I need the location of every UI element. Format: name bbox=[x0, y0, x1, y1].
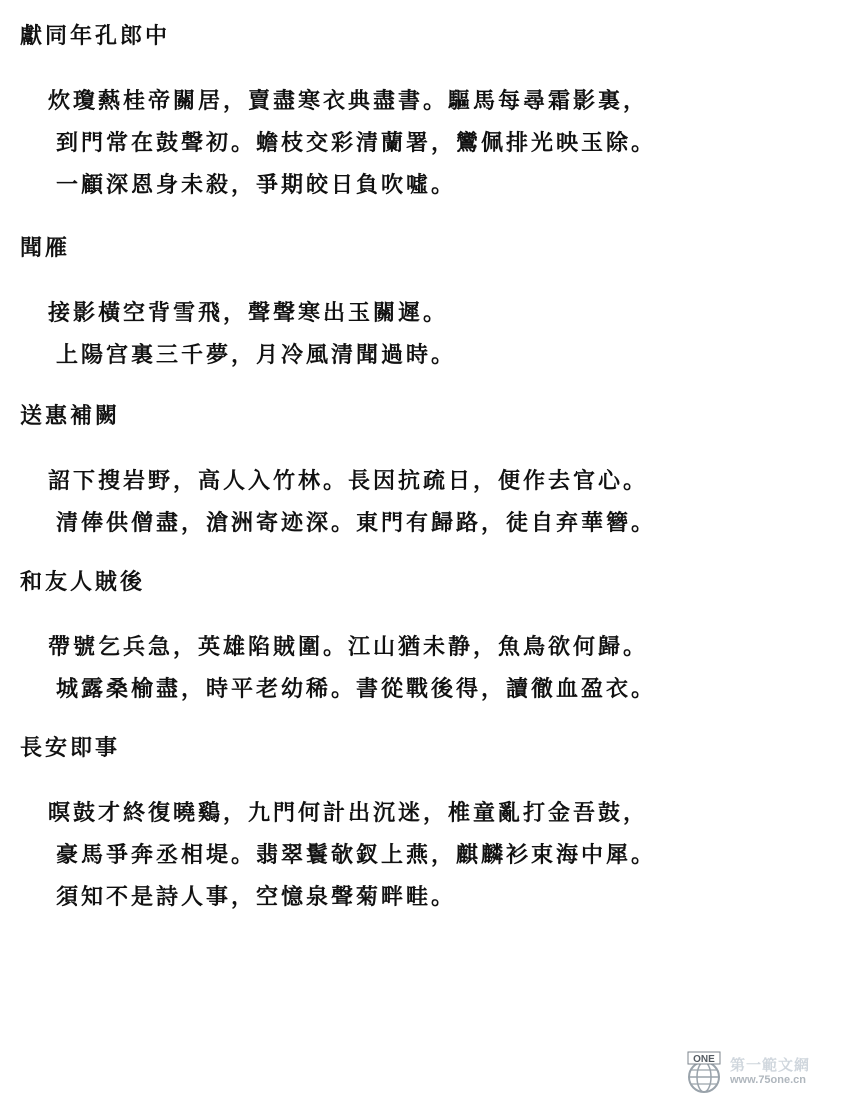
poem-body bbox=[20, 626, 656, 710]
poem-body bbox=[20, 80, 656, 206]
globe-logo-icon bbox=[682, 1050, 726, 1094]
poem-4 bbox=[20, 568, 656, 710]
poem-line: 詔下搜岩野，高人入竹林。長因抗疏日，便作去官心。 bbox=[48, 468, 649, 494]
poem-line: 接影橫空背雪飛，聲聲寒出玉關遲。 bbox=[48, 300, 449, 326]
poem-title: 長安即事 bbox=[20, 735, 121, 761]
poem-line: 城露桑榆盡，時平老幼稀。書從戰後得，讀徹血盈衣。 bbox=[56, 676, 657, 702]
logo-text: ONE bbox=[693, 1054, 715, 1065]
poem-1 bbox=[20, 22, 656, 206]
poem-3 bbox=[20, 402, 656, 544]
poem-line: 到門常在鼓聲初。蟾枝交彩清蘭署，鸞佩排光映玉除。 bbox=[56, 130, 657, 156]
poem-2 bbox=[20, 234, 456, 376]
poem-line: 炊瓊爇桂帝關居，賣盡寒衣典盡書。驅馬每尋霜影裏， bbox=[48, 88, 649, 114]
poem-5 bbox=[20, 734, 656, 918]
site-url: www.75one.cn bbox=[730, 1074, 807, 1086]
poem-title: 送惠補闕 bbox=[20, 403, 121, 429]
poem-body bbox=[20, 292, 456, 376]
poem-title: 聞雁 bbox=[20, 235, 71, 261]
poem-line: 上陽宫裏三千夢，月冷風清聞過時。 bbox=[56, 342, 457, 368]
poem-body bbox=[20, 460, 656, 544]
poem-body bbox=[20, 792, 656, 918]
poem-line: 須知不是詩人事，空憶泉聲菊畔畦。 bbox=[56, 884, 457, 910]
poem-line: 一顧深恩身未殺，爭期皎日負吹噓。 bbox=[56, 172, 457, 198]
brand-text: 第一範文網 bbox=[730, 1057, 811, 1074]
poem-line: 豪馬爭奔丞相堤。翡翠鬟欹釵上燕，麒麟衫束海中犀。 bbox=[56, 842, 657, 868]
poem-line: 清俸供僧盡，滄洲寄迹深。東門有歸路，徒自弃華簪。 bbox=[56, 510, 657, 536]
poem-line: 暝鼓才終復曉鷄，九門何計出沉迷，椎童亂打金吾鼓， bbox=[48, 800, 649, 826]
poem-line: 帶號乞兵急，英雄陷賊圍。江山猶未静，魚鳥欲何歸。 bbox=[48, 634, 649, 660]
poem-title: 獻同年孔郎中 bbox=[20, 23, 171, 49]
poem-title: 和友人賊後 bbox=[20, 569, 146, 595]
site-watermark bbox=[682, 1050, 842, 1094]
